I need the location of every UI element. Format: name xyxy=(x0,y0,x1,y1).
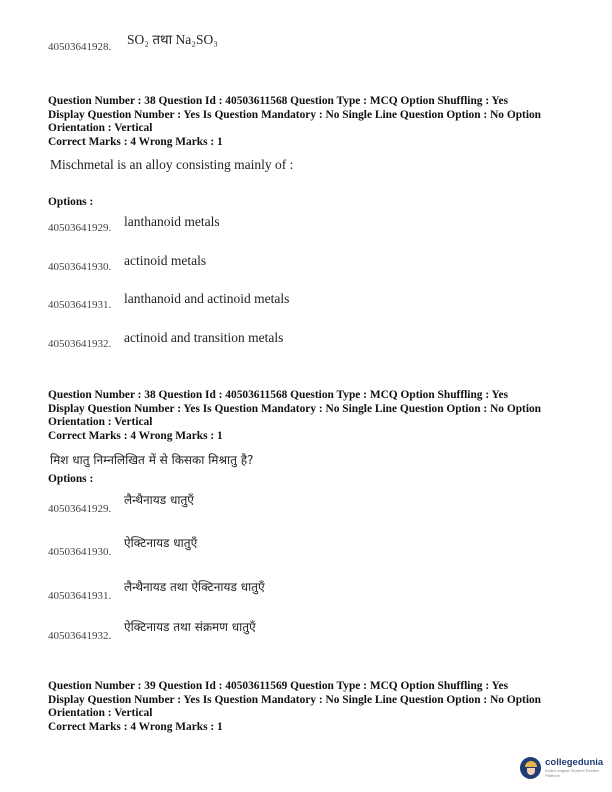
option-text: SO₂ तथा Na₂SO₃ xyxy=(127,32,218,47)
option-text: actinoid and transition metals xyxy=(124,330,284,345)
header-line: Orientation : Vertical xyxy=(48,707,153,719)
option-id: 40503641930. xyxy=(48,546,112,558)
option-id: 40503641932. xyxy=(48,630,112,642)
marks-line: Correct Marks : 4 Wrong Marks : 1 xyxy=(48,135,223,148)
header-line: Orientation : Vertical xyxy=(48,122,153,134)
header-line: Display Question Number : Yes Is Question Mandatory : No Single Line Question Option : No Option xyxy=(48,402,542,415)
logo-tagline: India's largest Student Review Platform xyxy=(545,768,599,778)
marks-line: Correct Marks : 4 Wrong Marks : 1 xyxy=(48,720,223,733)
option-text: actinoid metals xyxy=(124,253,207,268)
question-header xyxy=(48,680,588,734)
mascot-icon xyxy=(520,757,541,779)
option-text: lanthanoid metals xyxy=(124,214,220,229)
options-label: Options : xyxy=(48,473,94,485)
header-line: Orientation : Vertical xyxy=(48,416,153,428)
header-line: Question Number : 39 Question Id : 40503611569 Question Type : MCQ Option Shuffling : Yes xyxy=(48,680,508,692)
question-header xyxy=(48,95,588,149)
option-id: 40503641929. xyxy=(48,222,112,234)
collegedunia-logo xyxy=(520,757,612,779)
option-text: ऐक्टिनायड धातुएँ xyxy=(124,536,198,550)
option-id: 40503641929. xyxy=(48,503,112,515)
option-id: 40503641928. xyxy=(48,41,112,53)
header-line: Display Question Number : Yes Is Question Mandatory : No Single Line Question Option : No Option xyxy=(48,108,542,121)
header-line: Question Number : 38 Question Id : 40503611568 Question Type : MCQ Option Shuffling : Yes xyxy=(48,389,508,401)
option-id: 40503641931. xyxy=(48,590,112,602)
option-text: lanthanoid and actinoid metals xyxy=(124,291,290,306)
question-text: Mischmetal is an alloy consisting mainly of : xyxy=(50,157,294,172)
option-id: 40503641932. xyxy=(48,338,112,350)
marks-line: Correct Marks : 4 Wrong Marks : 1 xyxy=(48,429,223,442)
logo-name: collegedunia xyxy=(545,757,604,768)
options-label: Options : xyxy=(48,196,94,208)
question-text: मिश धातु निम्नलिखित में से किसका मिश्रातु है? xyxy=(50,453,254,467)
header-line: Display Question Number : Yes Is Question Mandatory : No Single Line Question Option : No Option xyxy=(48,693,542,706)
option-id: 40503641931. xyxy=(48,299,112,311)
option-text: ऐक्टिनायड तथा संक्रमण धातुएँ xyxy=(124,620,256,634)
question-header xyxy=(48,389,588,443)
option-text: लैन्थैनायड धातुएँ xyxy=(124,493,194,507)
option-text: लैन्थैनायड तथा ऐक्टिनायड धातुएँ xyxy=(124,580,265,594)
option-id: 40503641930. xyxy=(48,261,112,273)
header-line: Question Number : 38 Question Id : 40503611568 Question Type : MCQ Option Shuffling : Yes xyxy=(48,95,508,107)
